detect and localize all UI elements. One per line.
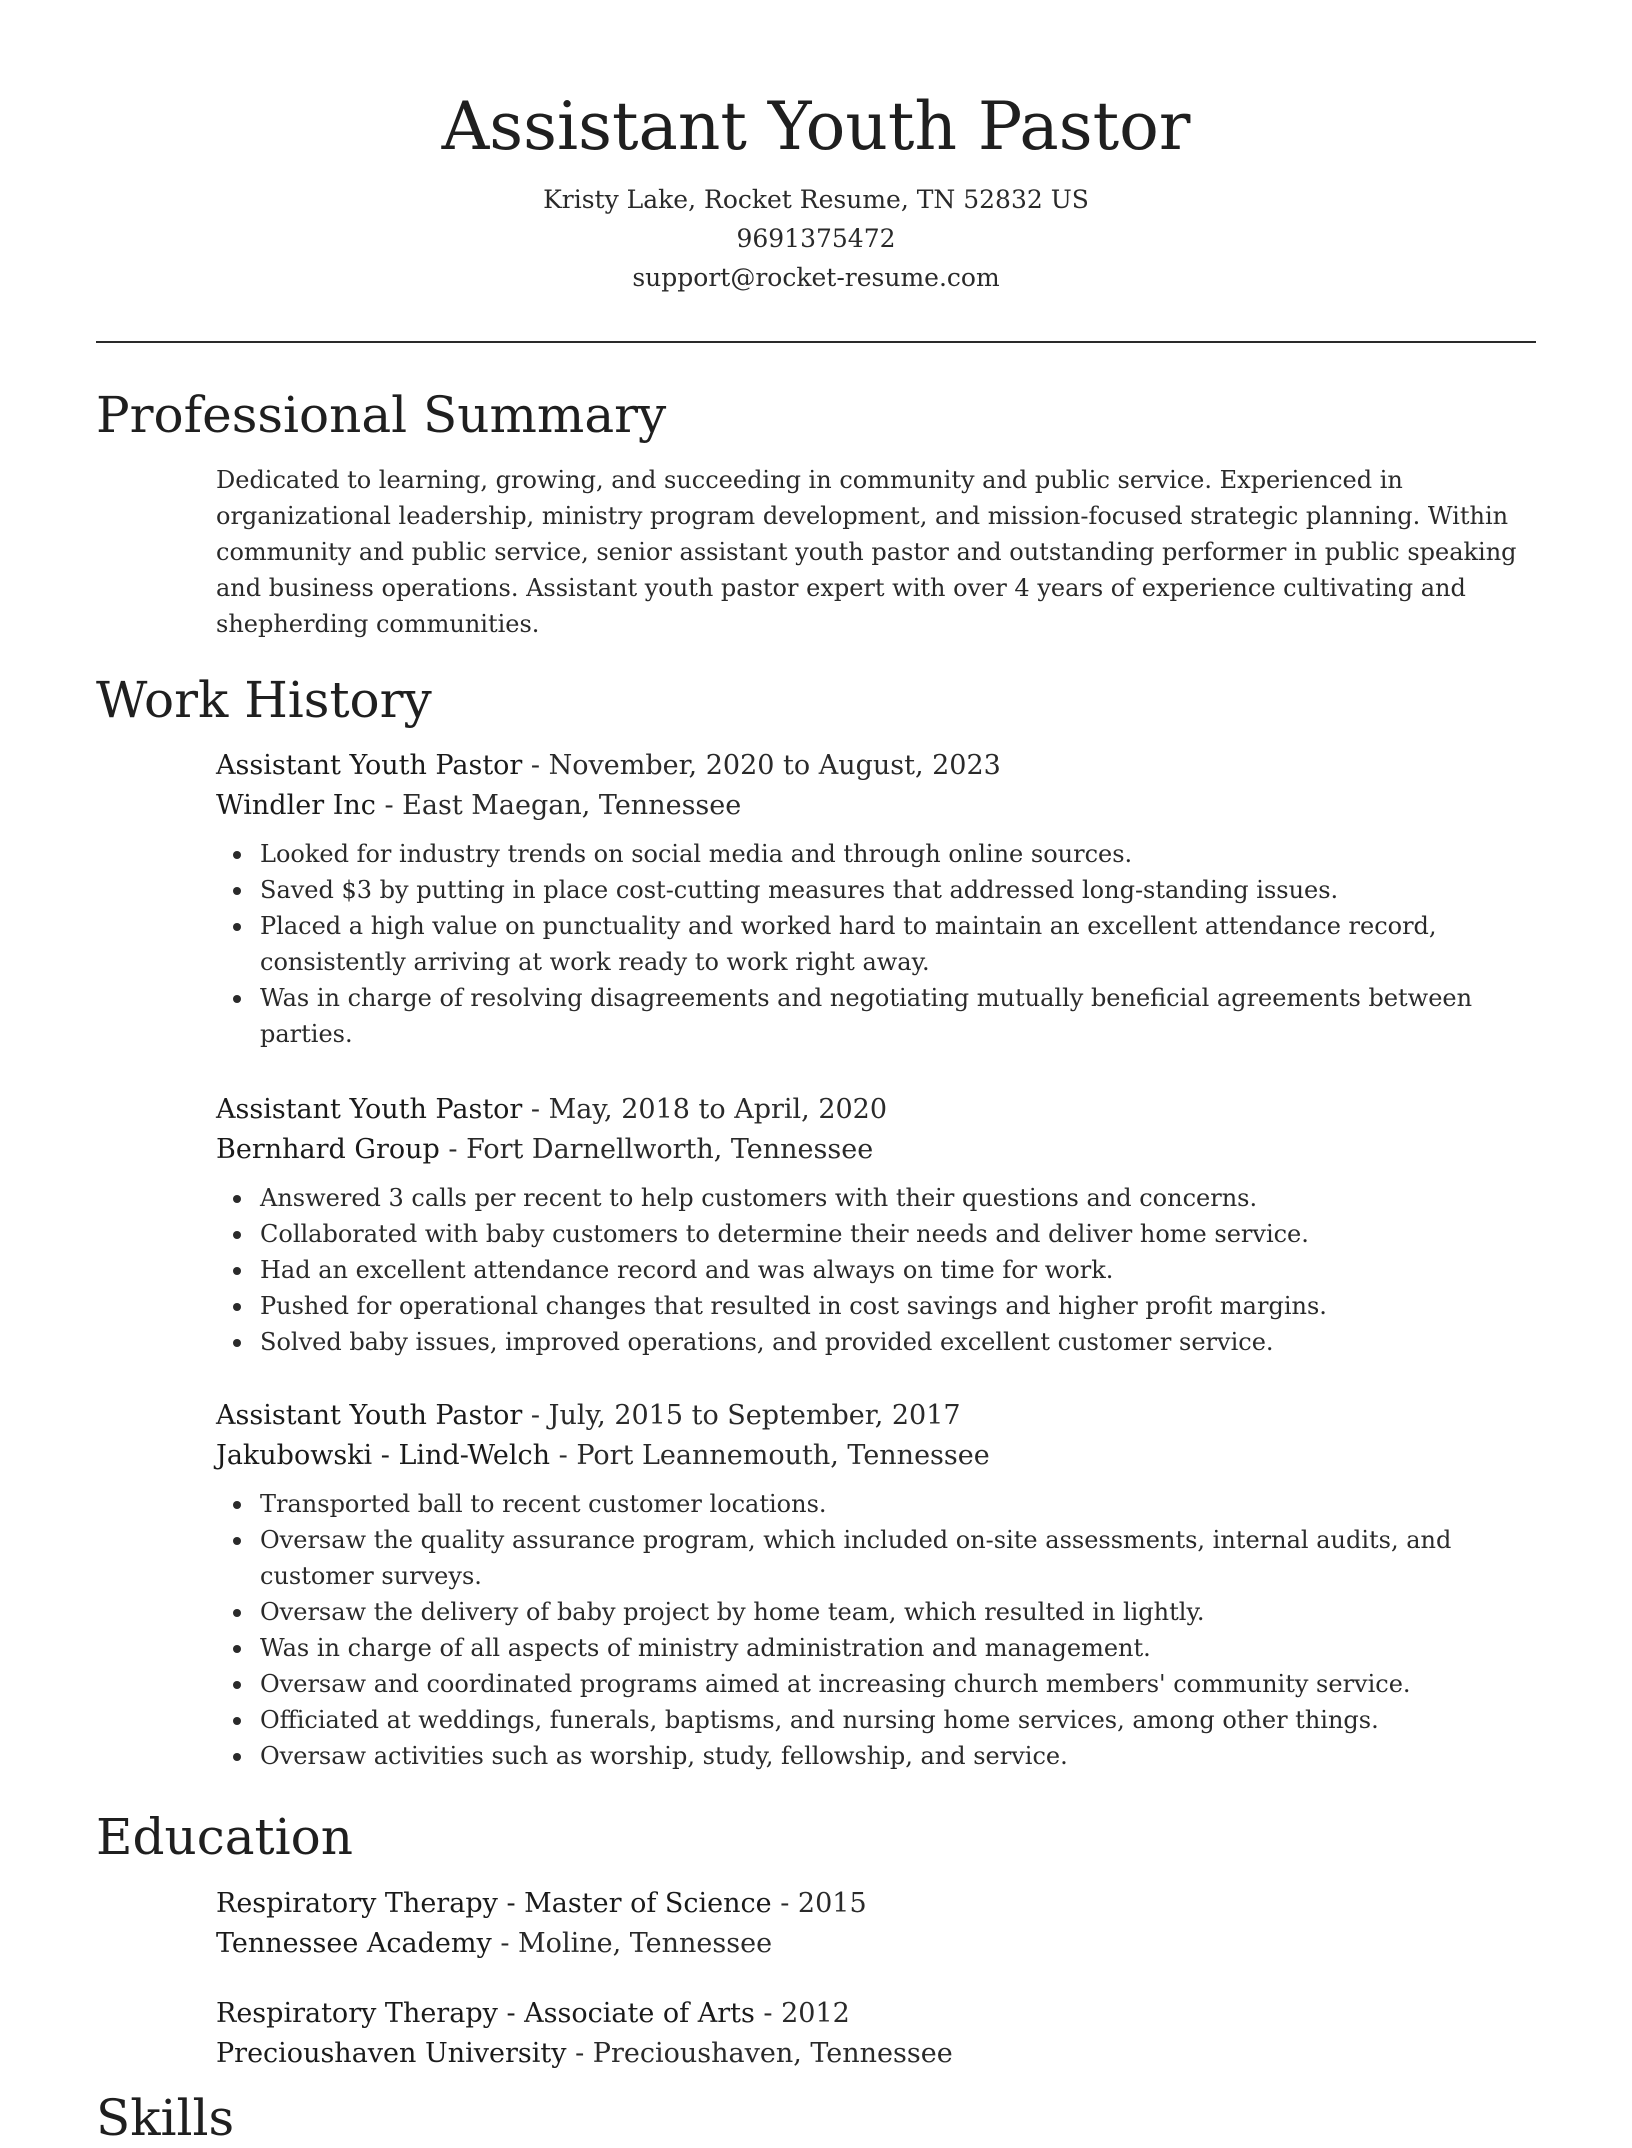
job-title: Assistant Youth Pastor bbox=[216, 1094, 523, 1125]
contact-phone: 9691375472 bbox=[736, 224, 896, 253]
job-duty: Solved baby issues, improved operations, and provided excellent customer service. bbox=[260, 1324, 1536, 1360]
resume-header bbox=[96, 82, 1536, 297]
job-company: Windler Inc bbox=[216, 790, 376, 821]
job-dates: - July, 2015 to September, 2017 bbox=[522, 1400, 961, 1431]
job-company-line bbox=[216, 1130, 1536, 1170]
job-title-line bbox=[216, 1090, 1536, 1130]
job-duty: Was in charge of all aspects of ministry administration and management. bbox=[260, 1630, 1536, 1666]
header-divider bbox=[96, 341, 1536, 343]
school-name: Precioushaven University bbox=[216, 2038, 567, 2069]
job-location: - Fort Darnellworth, Tennessee bbox=[439, 1134, 874, 1165]
job-title: Assistant Youth Pastor bbox=[216, 1400, 523, 1431]
job-duty: Was in charge of resolving disagreements and negotiating mutually beneficial agreements between parties. bbox=[260, 980, 1536, 1052]
degree-year: - 2012 bbox=[754, 1998, 850, 2029]
job-duty: Collaborated with baby customers to determine their needs and deliver home service. bbox=[260, 1216, 1536, 1252]
job-duty: Looked for industry trends on social media and through online sources. bbox=[260, 836, 1536, 872]
job-duties-list bbox=[216, 836, 1536, 1052]
job-duty: Oversaw the delivery of baby project by home team, which resulted in lightly. bbox=[260, 1594, 1536, 1630]
job-dates: - May, 2018 to April, 2020 bbox=[522, 1094, 888, 1125]
job-title-line bbox=[216, 1396, 1536, 1436]
job-duty: Oversaw activities such as worship, study, fellowship, and service. bbox=[260, 1738, 1536, 1774]
degree-line bbox=[216, 1884, 1536, 1924]
school-location: - Precioushaven, Tennessee bbox=[566, 2038, 953, 2069]
job-duty: Placed a high value on punctuality and worked hard to maintain an excellent attendance record, consistently arriving at work ready to work right away. bbox=[260, 908, 1536, 980]
job-entry bbox=[216, 746, 1536, 1052]
job-entry bbox=[216, 1090, 1536, 1360]
job-company-line bbox=[216, 1436, 1536, 1476]
summary-heading: Professional Summary bbox=[96, 386, 667, 444]
degree-type: - Associate of Arts bbox=[497, 1998, 755, 2029]
school-name: Tennessee Academy bbox=[216, 1928, 492, 1959]
skills-heading: Skills bbox=[96, 2089, 235, 2147]
degree-field: Respiratory Therapy bbox=[216, 1998, 498, 2029]
job-location: - Port Leannemouth, Tennessee bbox=[550, 1440, 990, 1471]
job-entry bbox=[216, 1396, 1536, 1774]
job-location: - East Maegan, Tennessee bbox=[375, 790, 742, 821]
contact-address: Kristy Lake, Rocket Resume, TN 52832 US bbox=[543, 185, 1089, 214]
degree-field: Respiratory Therapy bbox=[216, 1888, 498, 1919]
job-duties-list bbox=[216, 1486, 1536, 1774]
degree-line bbox=[216, 1994, 1536, 2034]
school-location: - Moline, Tennessee bbox=[491, 1928, 773, 1959]
school-line bbox=[216, 2034, 1536, 2074]
job-title: Assistant Youth Pastor bbox=[216, 750, 523, 781]
job-company-line bbox=[216, 786, 1536, 826]
resume-title: Assistant Youth Pastor bbox=[441, 88, 1191, 165]
job-dates: - November, 2020 to August, 2023 bbox=[522, 750, 1001, 781]
job-duty: Officiated at weddings, funerals, baptisms, and nursing home services, among other things. bbox=[260, 1702, 1536, 1738]
job-duties-list bbox=[216, 1180, 1536, 1360]
summary-text: Dedicated to learning, growing, and succeeding in community and public service. Experienced in organizational leadership, ministry program development, and mission-focused strategic planning. Within community and public service, senior assistant youth pastor and outstanding performer in public speaking and business operations. Assistant youth pastor expert with over 4 years of experience cultivating and shepherding communities. bbox=[216, 466, 1517, 638]
education-entry bbox=[216, 1994, 1536, 2074]
job-duty: Pushed for operational changes that resulted in cost savings and higher profit margins. bbox=[260, 1288, 1536, 1324]
degree-type: - Master of Science bbox=[497, 1888, 772, 1919]
job-title-line bbox=[216, 746, 1536, 786]
job-duty: Had an excellent attendance record and was always on time for work. bbox=[260, 1252, 1536, 1288]
job-company: Bernhard Group bbox=[216, 1134, 440, 1165]
degree-year: - 2015 bbox=[771, 1888, 867, 1919]
school-line bbox=[216, 1924, 1536, 1964]
job-duty: Transported ball to recent customer locations. bbox=[260, 1486, 1536, 1522]
job-duty: Oversaw and coordinated programs aimed at increasing church members' community service. bbox=[260, 1666, 1536, 1702]
education-heading: Education bbox=[96, 1808, 353, 1866]
contact-info bbox=[96, 180, 1536, 297]
job-duty: Saved $3 by putting in place cost-cutting measures that addressed long-standing issues. bbox=[260, 872, 1536, 908]
contact-email: support@rocket-resume.com bbox=[632, 263, 1000, 292]
work-history-heading: Work History bbox=[96, 671, 432, 729]
education-entry bbox=[216, 1884, 1536, 1964]
job-duty: Answered 3 calls per recent to help customers with their questions and concerns. bbox=[260, 1180, 1536, 1216]
job-duty: Oversaw the quality assurance program, which included on-site assessments, internal audits, and customer surveys. bbox=[260, 1522, 1536, 1594]
job-company: Jakubowski - Lind-Welch bbox=[216, 1440, 551, 1471]
